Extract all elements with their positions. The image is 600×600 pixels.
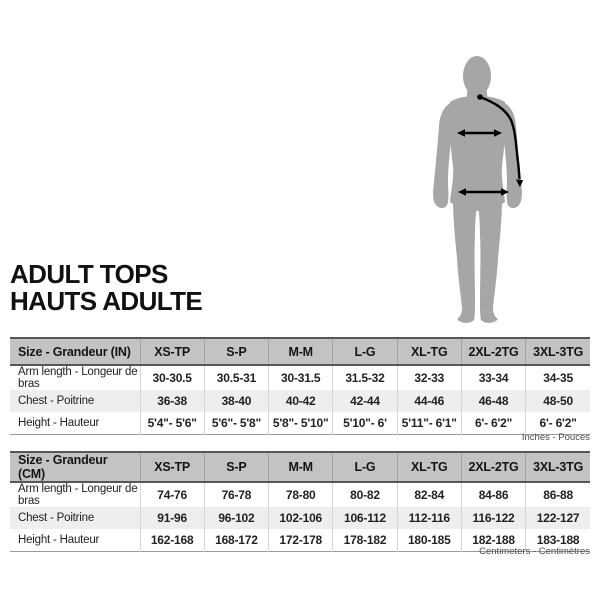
measurement-row-label: Arm length - Longeur de bras (18, 366, 138, 390)
size-column-header: XS-TP (140, 338, 204, 365)
size-column-header: S-P (204, 338, 268, 365)
size-column-header: 2XL-2TG (461, 338, 525, 365)
size-value-cell: 178-182 (333, 529, 397, 552)
measurement-row (10, 390, 590, 412)
size-guide-figure (420, 40, 600, 335)
size-column-header: L-G (333, 338, 397, 365)
size-value-cell: 74-76 (140, 482, 204, 507)
size-column-header: 2XL-2TG (461, 452, 525, 482)
size-value-cell: 38-40 (204, 390, 268, 412)
size-label-header: Size - Grandeur (CM) (18, 453, 108, 481)
size-value-cell: 46-48 (461, 390, 525, 412)
size-value-cell: 102-106 (269, 507, 333, 529)
size-value-cell: 183-188 (526, 529, 590, 552)
size-column-header: S-P (204, 452, 268, 482)
size-value-cell: 5'4"- 5'6" (140, 412, 204, 435)
measurement-row-label: Chest - Poitrine (18, 512, 95, 524)
size-value-cell: 80-82 (333, 482, 397, 507)
male-silhouette-icon (420, 40, 600, 335)
size-value-cell: 6'- 6'2" (461, 412, 525, 435)
size-value-cell: 91-96 (140, 507, 204, 529)
size-value-cell: 5'6"- 5'8" (204, 412, 268, 435)
size-column-header: M-M (269, 338, 333, 365)
size-value-cell: 30.5-31 (204, 365, 268, 390)
unit-footnote-inches: Inches - Pouces (521, 432, 590, 443)
measurement-row (10, 507, 590, 529)
measurement-row-label: Arm length - Longeur de bras (18, 483, 138, 507)
size-value-cell: 34-35 (526, 365, 590, 390)
header-row (10, 452, 590, 482)
size-value-cell: 30-31.5 (269, 365, 333, 390)
header-row (10, 338, 590, 365)
size-value-cell: 180-185 (397, 529, 461, 552)
size-value-cell: 5'10"- 6' (333, 412, 397, 435)
size-value-cell: 182-188 (461, 529, 525, 552)
measurement-row (10, 412, 590, 435)
size-value-cell: 40-42 (269, 390, 333, 412)
size-value-cell: 86-88 (526, 482, 590, 507)
size-value-cell: 82-84 (397, 482, 461, 507)
size-table-inches (10, 337, 590, 435)
size-value-cell: 44-46 (397, 390, 461, 412)
size-value-cell: 33-34 (461, 365, 525, 390)
size-value-cell: 48-50 (526, 390, 590, 412)
size-value-cell: 168-172 (204, 529, 268, 552)
size-table-centimeters (10, 451, 590, 552)
title-line-fr: HAUTS ADULTE (10, 286, 203, 316)
unit-footnote-centimeters: Centimeters - Centimètres (479, 546, 590, 557)
size-value-cell: 5'8"- 5'10" (269, 412, 333, 435)
title-line-en: ADULT TOPS (10, 259, 168, 289)
size-value-cell: 76-78 (204, 482, 268, 507)
size-value-cell: 116-122 (461, 507, 525, 529)
measurement-row-label: Chest - Poitrine (18, 395, 95, 407)
size-value-cell: 162-168 (140, 529, 204, 552)
size-column-header: XS-TP (140, 452, 204, 482)
size-column-header: 3XL-3TG (526, 338, 590, 365)
size-value-cell: 42-44 (333, 390, 397, 412)
measurement-row (10, 482, 590, 507)
size-value-cell: 5'11"- 6'1" (397, 412, 461, 435)
size-value-cell: 96-102 (204, 507, 268, 529)
measurement-row-label: Height - Hauteur (18, 417, 100, 429)
size-value-cell: 106-112 (333, 507, 397, 529)
size-column-header: 3XL-3TG (526, 452, 590, 482)
size-column-header: M-M (269, 452, 333, 482)
size-column-header: XL-TG (397, 338, 461, 365)
size-value-cell: 112-116 (397, 507, 461, 529)
size-value-cell: 122-127 (526, 507, 590, 529)
size-value-cell: 31.5-32 (333, 365, 397, 390)
measurement-row-label: Height - Hauteur (18, 534, 100, 546)
size-value-cell: 84-86 (461, 482, 525, 507)
size-label-header: Size - Grandeur (IN) (18, 344, 131, 359)
size-value-cell: 6'- 6'2" (526, 412, 590, 435)
size-value-cell: 32-33 (397, 365, 461, 390)
size-column-header: L-G (333, 452, 397, 482)
measurement-row (10, 365, 590, 390)
size-value-cell: 172-178 (269, 529, 333, 552)
page-title (10, 261, 202, 315)
size-value-cell: 36-38 (140, 390, 204, 412)
size-value-cell: 30-30.5 (140, 365, 204, 390)
size-column-header: XL-TG (397, 452, 461, 482)
size-value-cell: 78-80 (269, 482, 333, 507)
